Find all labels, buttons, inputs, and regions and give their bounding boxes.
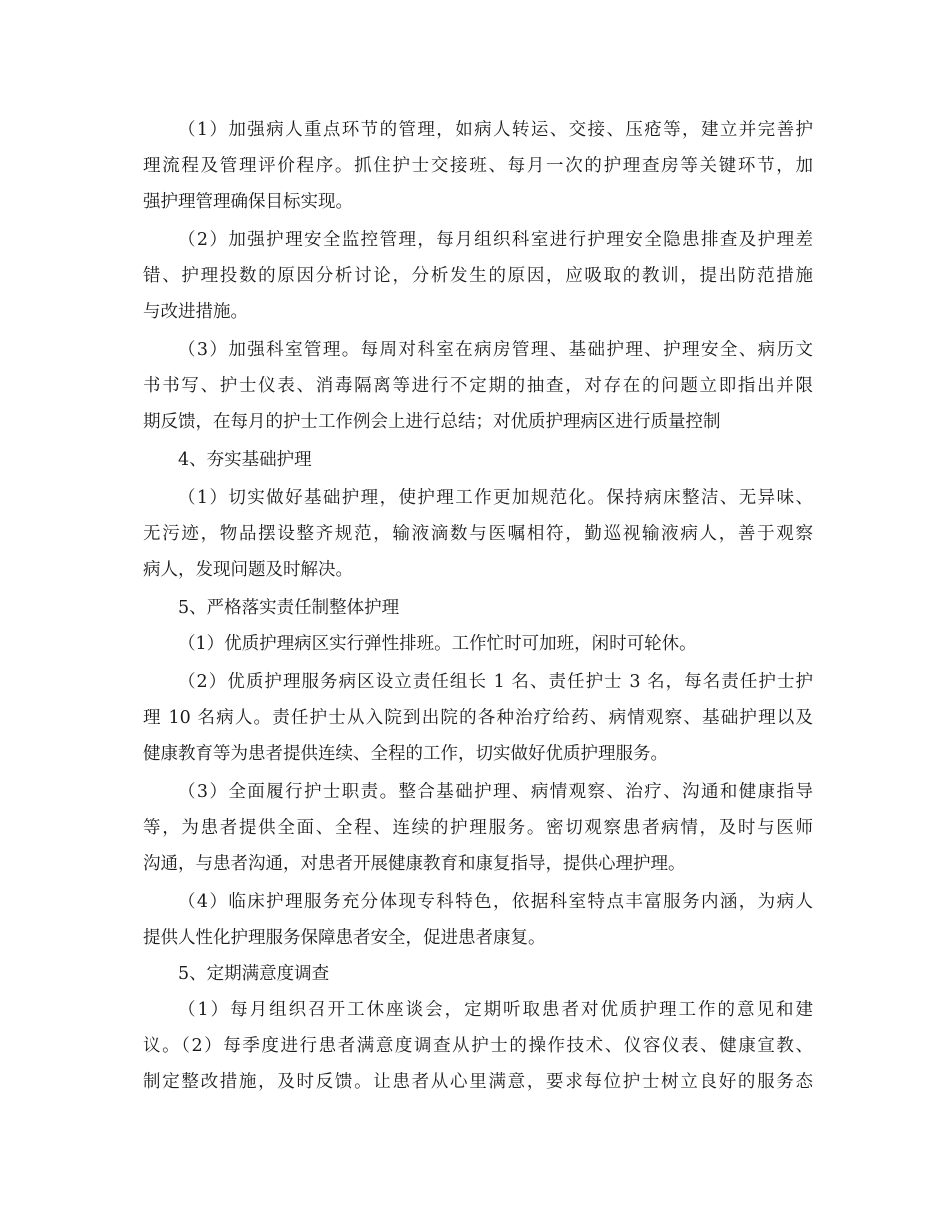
text-line: （1）优质护理病区实行弹性排班。工作忙时可加班，闲时可轮休。 <box>178 634 697 654</box>
text-line: （1）加强病人重点环节的管理，如病人转运、交接、压疮等，建立并完善护 <box>178 120 813 140</box>
text-line: 理 10 名病人。责任护士从入院到出院的各种治疗给药、病情观察、基础护理以及 <box>143 708 813 728</box>
text-line: 5、定期满意度调查 <box>178 964 330 984</box>
text-line: 与改进措施。 <box>143 302 248 322</box>
text-line: 健康教育等为患者提供连续、全程的工作，切实做好优质护理服务。 <box>143 744 668 764</box>
text-line: 错、护理投数的原因分析讨论，分析发生的原因，应吸取的教训，提出防范措施 <box>143 266 813 286</box>
text-line: 等，为患者提供全面、全程、连续的护理服务。密切观察患者病情，及时与医师 <box>143 818 813 838</box>
text-line: （2）优质护理服务病区设立责任组长 1 名、责任护士 3 名，每名责任护士护 <box>178 672 813 692</box>
text-line: （2）加强护理安全监控管理，每月组织科室进行护理安全隐患排查及护理差 <box>178 230 813 250</box>
text-line: 沟通，与患者沟通，对患者开展健康教育和康复指导，提供心理护理。 <box>143 854 686 874</box>
text-line: （4）临床护理服务充分体现专科特色，依据科室特点丰富服务内涵，为病人 <box>178 892 813 912</box>
text-line: 提供人性化护理服务保障患者安全，促进患者康复。 <box>143 928 546 948</box>
text-line: 书书写、护士仪表、消毒隔离等进行不定期的抽查，对存在的问题立即指出并限 <box>143 376 813 396</box>
text-line: （1）每月组织召开工休座谈会，定期听取患者对优质护理工作的意见和建 <box>178 1000 813 1020</box>
text-line: 制定整改措施，及时反馈。让患者从心里满意，要求每位护士树立良好的服务态 <box>143 1072 813 1092</box>
text-line: 强护理管理确保目标实现。 <box>143 192 353 212</box>
text-line: 病人，发现问题及时解决。 <box>143 560 353 580</box>
text-line: 5、严格落实责任制整体护理 <box>178 598 400 618</box>
text-line: （3）全面履行护士职责。整合基础护理、病情观察、治疗、沟通和健康指导 <box>178 782 813 802</box>
text-line: （1）切实做好基础护理，使护理工作更加规范化。保持病床整洁、无异味、 <box>178 488 813 508</box>
text-line: 理流程及管理评价程序。抓住护士交接班、每月一次的护理查房等关键环节，加 <box>143 156 813 176</box>
text-line: 无污迹，物品摆设整齐规范，输液滴数与医嘱相符，勤巡视输液病人，善于观察 <box>143 524 813 544</box>
text-line: 4、夯实基础护理 <box>178 450 312 470</box>
text-line: 议。（2）每季度进行患者满意度调查从护士的操作技术、仪容仪表、健康宣教、 <box>143 1036 813 1056</box>
text-line: （3）加强科室管理。每周对科室在病房管理、基础护理、护理安全、病历文 <box>178 340 813 360</box>
text-line: 期反馈，在每月的护士工作例会上进行总结；对优质护理病区进行质量控制 <box>143 412 721 432</box>
